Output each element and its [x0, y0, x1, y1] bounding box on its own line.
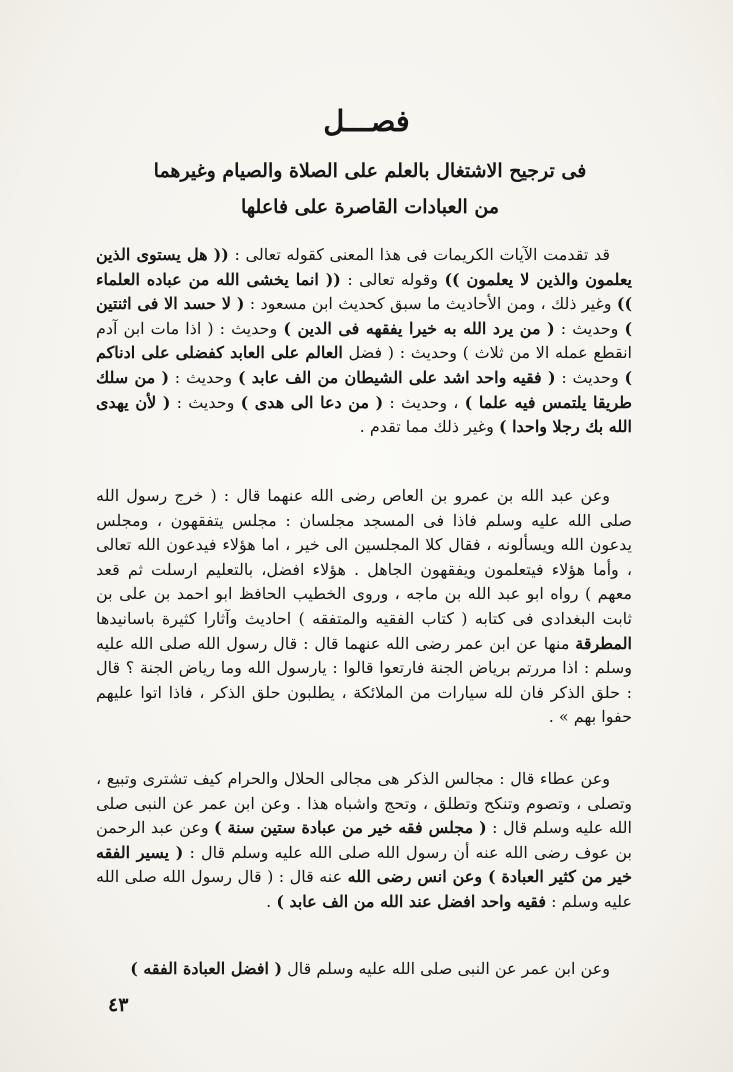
quote-bold: ( من سلك طريقا يلتمس فيه علما )	[96, 367, 633, 412]
quote-bold: فقيه واحد افضل عند الله من الف عابد )	[276, 891, 547, 911]
text-run: وقوله تعالى :	[340, 269, 445, 289]
text-run: وحديث :	[169, 367, 238, 387]
text-run: وغير ذلك مما تقدم .	[359, 417, 499, 437]
quote-bold: (( انما يخشى الله من عباده العلماء ))	[96, 269, 633, 314]
quote-bold: ( من دعا الى هدى )	[240, 392, 384, 412]
page-number: ٤٣	[108, 994, 129, 1016]
subtitle-line-1: فى ترجيح الاشتغال بالعلم على الصلاة والصيام وغيرهما	[153, 160, 587, 182]
quote-bold: ( من يرد الله به خيرا يفقهه فى الدين )	[283, 318, 555, 338]
text-run: وحديث :	[554, 318, 625, 338]
paragraph-3	[96, 767, 632, 915]
quote-bold: ( يسير الفقه خير من كثير العبادة ) وعن انس رضى الله	[96, 842, 632, 887]
text-run: وعن ابن عمر عن النبى صلى الله عليه وسلم قال	[282, 959, 610, 978]
text-run: وعن عبد الله بن عمرو بن العاص رضى الله عنهما قال : ( خرج رسول الله صلى الله عليه وسلم فاذا فى المسجد مجلسان : مجلس يتفقهون ، ومجلس يدعون الله ويسألونه ، فقال كلا المجلسين الى خير ، اما هؤلاء فيدعون الله تعالى ، وأما هؤلاء فيتعلمون ويفقهون الجاهل . هؤلاء افضل، بالتعليم ارسلت ثم قعد معهم ) رواه ابو عبد الله بن ماجه ، وروى الخطيب الحافظ ابو احمد بن على بن ثابت البغدادى فى كتابه ( كتاب الفقيه والمتفقه ) احاديث وآثارا كثيرة باسانيدها	[96, 486, 632, 628]
text-run: وعن عطاء قال : مجالس الذكر هى مجالى الحلال والحرام كيف تشترى وتبيع ، وتصلى ، وتصوم وتنكح وتطلق ، وتحج واشباه هذا . وعن ابن عمر عن النبى صلى الله عليه وسلم قال :	[96, 769, 632, 838]
quote-bold: ( لأن يهدى الله بك رجلا واحدا )	[96, 392, 632, 437]
quote-bold: ( فقيه واحد اشد على الشيطان من الف عابد )	[237, 367, 556, 387]
text-run: قد تقدمت الآيات الكريمات فى هذا المعنى كقوله تعالى :	[228, 245, 611, 264]
quote-bold: العالم على العابد كفضلى على ادناكم )	[96, 343, 633, 387]
quote-bold: ( افضل العبادة الفقه )	[130, 959, 283, 978]
paragraph-4	[96, 957, 632, 982]
text-run: وحديث :	[170, 392, 241, 412]
text-run: .	[266, 891, 277, 911]
paragraph-1	[96, 243, 632, 440]
text-run: وحديث :	[555, 367, 625, 387]
text-run: وغير ذلك ، ومن الأحاديث ما سبق كحديث ابن مسعود :	[244, 294, 617, 314]
paragraph-2	[96, 484, 632, 730]
quote-bold: المطرقة	[575, 633, 632, 653]
text-run: منها عن ابن عمر رضى الله عنهما قال : قال رسول الله صلى الله عليه وسلم : اذا مررتم برياض الجنة فارتعوا قالوا : يارسول الله وما رياض الجنة ؟ قال : حلق الذكر فان لله سيارات من الملائكة ، يطلبون حلق الذكر ، فاذا اتوا عليهم حفوا بهم » .	[96, 633, 632, 727]
quote-bold: ( مجلس فقه خير من عبادة ستين سنة )	[214, 818, 487, 838]
quote-bold: ( لا حسد الا فى اثنتين )	[96, 294, 633, 338]
subtitle-line-2: من العبادات القاصرة على فاعلها	[240, 196, 500, 218]
text-run: وعن عبد الرحمن بن عوف رضى الله عنه أن رسول الله صلى الله عليه وسلم قال :	[96, 818, 632, 862]
quote-bold: (( هل يستوى الذين يعلمون والذين لا يعلمون ))	[96, 245, 632, 289]
text-run: وحديث : ( اذا مات ابن آدم انقطع عمله الا من ثلاث ) وحديث : ( فضل	[96, 318, 633, 363]
text-run: عنه قال : ( قال رسول الله صلى الله عليه وسلم :	[96, 867, 632, 911]
chapter-title: فصـــل	[323, 104, 410, 138]
text-run: ، وحديث :	[383, 392, 465, 412]
